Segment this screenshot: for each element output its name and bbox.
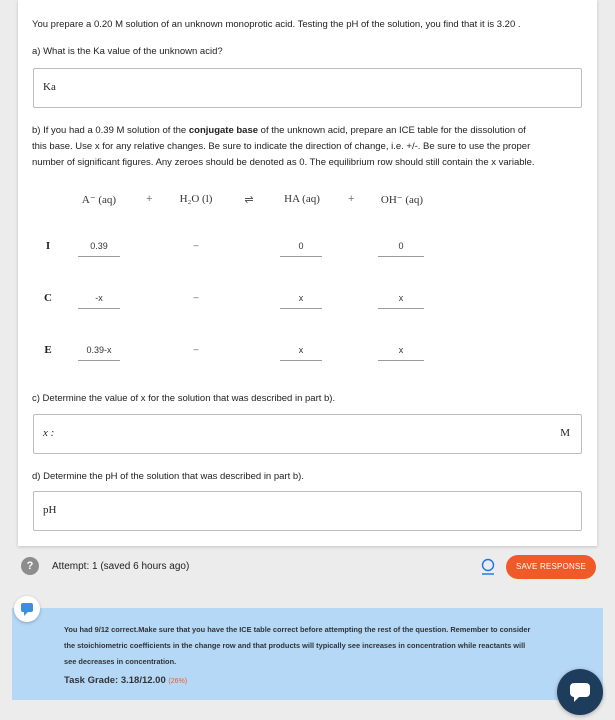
save-response-button[interactable]: SAVE RESPONSE [506, 555, 596, 579]
ice-cell-i-ha[interactable]: 0 [280, 239, 322, 257]
x-unit-label: M [560, 427, 570, 439]
part-c-prompt: c) Determine the value of x for the solution that was described in part b). [32, 393, 336, 404]
ph-input-label: pH [43, 504, 57, 516]
species-a-minus: A⁻ (aq) [81, 194, 117, 206]
task-grade: Task Grade: 3.18/12.00 (26%) [64, 675, 188, 686]
equilibrium-arrow: ⇌ [244, 194, 254, 206]
ice-cell-e-water: – [193, 344, 199, 354]
task-grade-percent: (26%) [168, 678, 188, 685]
x-value-input[interactable] [33, 414, 582, 454]
feedback-bubble-icon [14, 596, 40, 622]
ph-input[interactable] [33, 491, 582, 531]
x-input-label: x : [43, 427, 55, 439]
help-icon[interactable]: ? [21, 557, 39, 575]
ice-row-label-change: C [44, 292, 52, 304]
ice-cell-i-a[interactable]: 0.39 [78, 239, 120, 257]
ice-cell-i-water: – [193, 240, 199, 250]
ice-cell-c-a[interactable]: -x [78, 291, 120, 309]
ice-cell-c-ha[interactable]: x [280, 291, 322, 309]
ice-cell-i-oh[interactable]: 0 [378, 239, 424, 257]
species-water: H₂O (l) [179, 193, 213, 205]
restore-icon[interactable] [481, 558, 495, 576]
ice-cell-c-oh[interactable]: x [378, 291, 424, 309]
ice-cell-e-a[interactable]: 0.39-x [78, 343, 120, 361]
ice-cell-e-oh[interactable]: x [378, 343, 424, 361]
question-card [18, 0, 597, 546]
part-d-prompt: d) Determine the pH of the solution that was described in part b). [32, 471, 304, 482]
chat-launcher-icon[interactable] [557, 669, 603, 715]
species-oh-minus: OH⁻ (aq) [380, 194, 424, 206]
feedback-panel [12, 608, 603, 700]
attempt-status: Attempt: 1 (saved 6 hours ago) [52, 561, 190, 572]
species-ha: HA (aq) [284, 193, 320, 205]
ice-row-label-initial: I [45, 240, 51, 252]
plus-sign-1: + [146, 193, 153, 205]
ka-input-label: Ka [43, 81, 56, 93]
feedback-message: You had 9/12 correct.Make sure that you have the ICE table correct before attempting the rest of the question. Remember to consider the stoichiometric coefficients in the change row and that products will typically see increases in concentration while reactants will see decreases in concentration. [64, 625, 531, 666]
ice-cell-c-water: – [193, 292, 199, 302]
attempt-bar [18, 552, 597, 582]
ice-row-label-equilibrium: E [44, 344, 52, 356]
part-b-prompt: b) If you had a 0.39 M solution of the conjugate base of the unknown acid, prepare an ICE table for the dissolution of this base. Use x for any relative changes. Be sure to indicate the direction of change, i.e. +/-. Be sure to use the proper number of significant figures. Any zeroes should be denoted as 0. The equilibrium row should still contain the x variable. [32, 125, 535, 168]
ice-cell-e-ha[interactable]: x [280, 343, 322, 361]
part-a-prompt: a) What is the Ka value of the unknown acid? [32, 46, 223, 57]
ka-input[interactable] [33, 68, 582, 108]
plus-sign-2: + [348, 193, 355, 205]
question-intro: You prepare a 0.20 M solution of an unknown monoprotic acid. Testing the pH of the solution, you find that it is 3.20 . [32, 19, 521, 30]
